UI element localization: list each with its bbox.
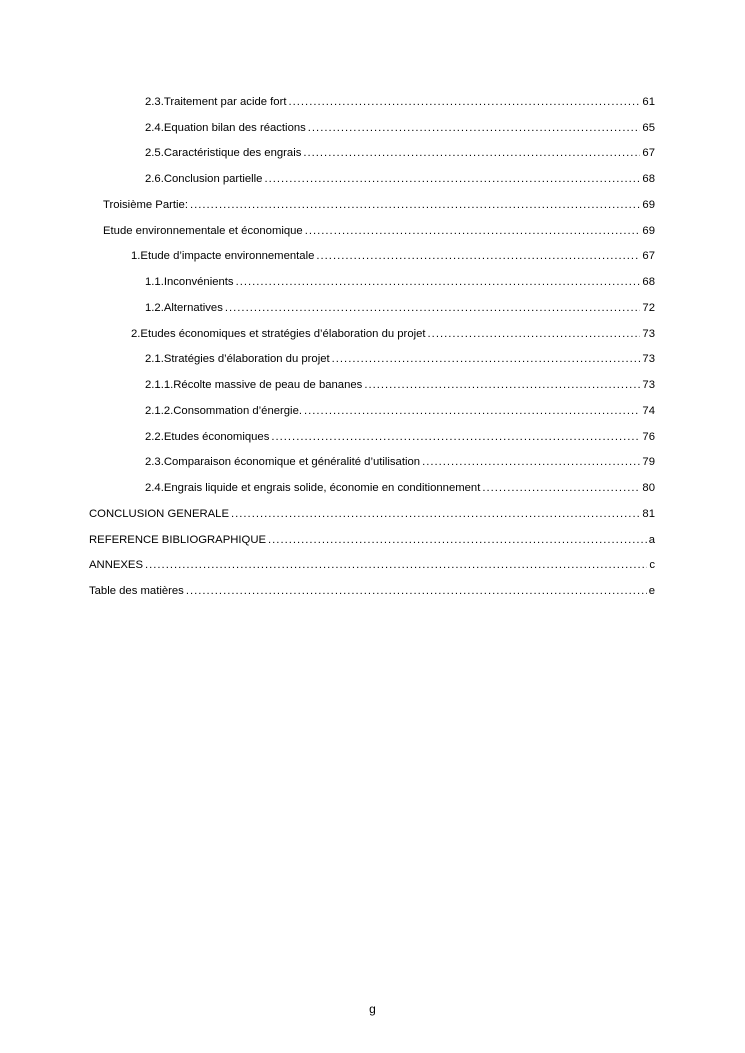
toc-leader-dots — [482, 482, 640, 494]
toc-entry[interactable] — [89, 214, 655, 240]
toc-entry[interactable] — [89, 574, 655, 600]
toc-entry-title: Table des matières — [89, 585, 184, 597]
toc-entry-title: 2.4.Engrais liquide et engrais solide, économie en conditionnement — [145, 482, 481, 494]
toc-entry-page: 69 — [642, 198, 655, 211]
toc-leader-dots — [422, 456, 640, 468]
toc-leader-dots — [190, 199, 640, 211]
toc-entry-page: e — [648, 585, 655, 597]
toc-entry[interactable] — [89, 368, 655, 394]
toc-entry-title: 1.Etude d’impacte environnementale — [131, 250, 315, 263]
toc-entry-page: 76 — [642, 430, 655, 443]
toc-entry-title: 2.4.Equation bilan des réactions — [145, 121, 306, 134]
toc-entry[interactable] — [89, 240, 655, 266]
toc-entry[interactable] — [89, 137, 655, 163]
toc-entry-page: 72 — [642, 301, 655, 314]
toc-entry-page: 61 — [642, 95, 655, 108]
toc-entry-title: REFERENCE BIBLIOGRAPHIQUE — [89, 533, 267, 546]
table-of-contents — [89, 85, 655, 600]
toc-entry-title: 2.3.Comparaison économique et généralité d’utilisation — [145, 456, 421, 469]
toc-leader-dots — [332, 353, 641, 365]
toc-entry[interactable] — [89, 420, 655, 446]
toc-entry[interactable] — [89, 162, 655, 188]
toc-entry-title: ANNEXES — [89, 559, 143, 572]
toc-entry-page: a — [648, 533, 655, 546]
toc-entry[interactable] — [89, 523, 655, 549]
toc-entry-title: 2.6.Conclusion partielle — [145, 173, 263, 185]
toc-leader-dots — [264, 173, 640, 185]
toc-entry-title: CONCLUSION GENERALE — [89, 507, 229, 520]
toc-entry-title: Troisième Partie: — [103, 198, 188, 211]
toc-entry-page: 67 — [642, 147, 655, 160]
toc-leader-dots — [428, 328, 641, 340]
toc-entry-page: 65 — [642, 121, 655, 134]
toc-leader-dots — [305, 225, 641, 237]
page-number: g — [369, 1002, 376, 1016]
toc-entry-title: 2.1.Stratégies d’élaboration du projet — [145, 353, 330, 366]
toc-entry-page: c — [649, 559, 655, 572]
toc-entry-title: Etude environnementale et économique — [103, 224, 303, 237]
toc-entry-page: 67 — [642, 250, 655, 263]
toc-entry[interactable] — [89, 265, 655, 291]
toc-entry[interactable] — [89, 549, 655, 575]
toc-entry-page: 68 — [642, 173, 655, 185]
toc-leader-dots — [236, 276, 641, 288]
toc-entry-title: 1.2.Alternatives — [145, 301, 223, 314]
toc-entry-title: 2.1.1.Récolte massive de peau de bananes — [145, 379, 363, 391]
toc-leader-dots — [225, 302, 641, 314]
toc-entry-page: 81 — [642, 507, 655, 520]
toc-entry-page: 79 — [642, 456, 655, 469]
toc-entry-title: 1.1.Inconvénients — [145, 276, 234, 288]
toc-leader-dots — [268, 534, 647, 546]
toc-leader-dots — [231, 508, 640, 520]
toc-entry-page: 69 — [642, 224, 655, 237]
toc-entry-title: 2.5.Caractéristique des engrais — [145, 147, 302, 160]
toc-entry-title: 2.1.2.Consommation d’énergie. — [145, 404, 302, 417]
toc-entry[interactable] — [89, 111, 655, 137]
toc-entry[interactable] — [89, 291, 655, 317]
toc-entry-title: 2.Etudes économiques et stratégies d’élaboration du projet — [131, 327, 426, 340]
toc-entry[interactable] — [89, 343, 655, 369]
toc-leader-dots — [186, 585, 647, 597]
toc-leader-dots — [145, 559, 647, 571]
toc-entry-page: 68 — [642, 276, 655, 288]
toc-entry-page: 73 — [642, 327, 655, 340]
toc-entry-page: 80 — [642, 482, 655, 494]
toc-leader-dots — [308, 122, 641, 134]
toc-entry-title: 2.2.Etudes économiques — [145, 430, 270, 443]
toc-leader-dots — [303, 147, 640, 159]
toc-entry[interactable] — [89, 188, 655, 214]
toc-entry-page: 73 — [642, 353, 655, 366]
toc-leader-dots — [289, 96, 641, 108]
toc-leader-dots — [271, 431, 640, 443]
toc-entry[interactable] — [89, 471, 655, 497]
toc-entry[interactable] — [89, 497, 655, 523]
toc-entry-page: 74 — [642, 404, 655, 417]
toc-leader-dots — [304, 405, 640, 417]
toc-entry[interactable] — [89, 85, 655, 111]
toc-entry-page: 73 — [642, 379, 655, 391]
toc-leader-dots — [364, 379, 640, 391]
toc-entry[interactable] — [89, 317, 655, 343]
toc-leader-dots — [316, 250, 640, 262]
toc-entry[interactable] — [89, 394, 655, 420]
toc-entry-title: 2.3.Traitement par acide fort — [145, 95, 287, 108]
toc-entry[interactable] — [89, 446, 655, 472]
